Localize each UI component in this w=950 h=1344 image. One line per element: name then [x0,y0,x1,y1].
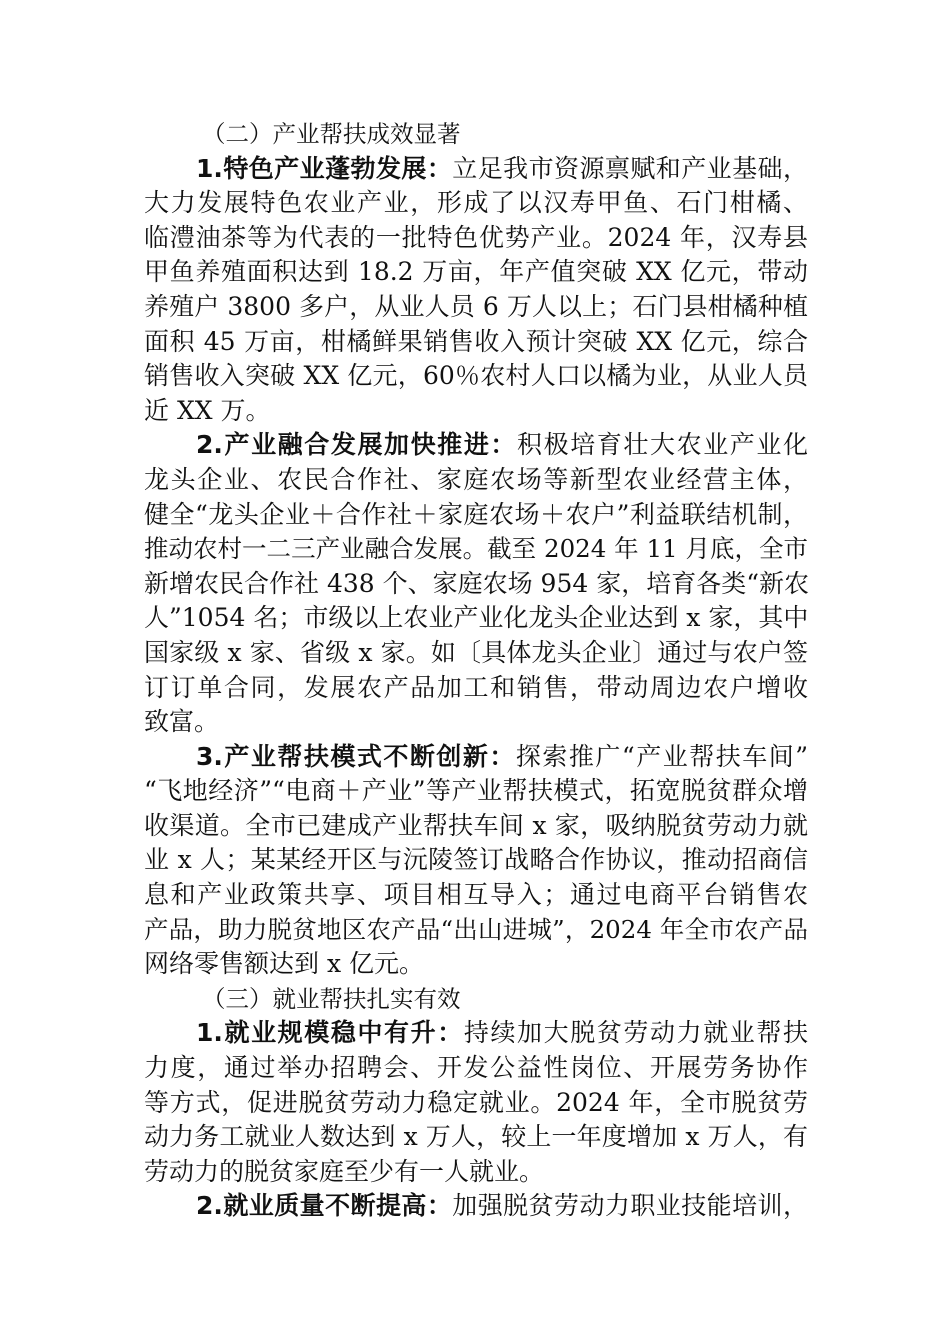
paragraph-text: 积极培育壮大农业产业化 [517,430,808,460]
paragraph-text: 致富。 [144,707,220,737]
paragraph-text: 推动农村一二三产业融合发展。截至 2024 年 11 月底，全市 [144,534,808,564]
paragraph-line [144,255,808,290]
paragraph-text: 甲鱼养殖面积达到 18.2 万亩，年产值突破 XX 亿元，带动 [144,257,808,287]
paragraph-text: 产品，助力脱贫地区农产品“出山进城”，2024 年全市农产品 [144,914,808,944]
paragraph-line [144,498,808,533]
paragraph-text: 人”1054 名；市级以上农业产业化龙头企业达到 x 家，其中 [144,603,809,633]
paragraph-text: 动力务工就业人数达到 x 万人，较上一年度增加 x 万人，有 [144,1122,808,1152]
paragraph-text: 销售收入突破 XX 亿元，60％农村人口以橘为业，从业人员 [144,361,808,391]
paragraph-text: 近 XX 万。 [144,395,271,425]
document-body [144,117,808,1224]
paragraph-line [144,186,808,221]
paragraph-line [144,152,808,187]
paragraph-line [144,394,808,429]
paragraph-text: 加强脱贫劳动力职业技能培训， [452,1191,808,1221]
item-heading: 1.特色产业蓬勃发展： [196,153,453,183]
paragraph-line [144,1051,808,1086]
paragraph-line [144,947,808,982]
paragraph-line [144,532,808,567]
item-heading: 1.就业规模稳中有升： [196,1018,464,1048]
paragraph-text: 等方式，促进脱贫劳动力稳定就业。2024 年，全市脱贫劳 [144,1087,808,1117]
section-heading-3 [144,982,808,1017]
item-heading: 2.就业质量不断提高： [196,1191,453,1221]
paragraph-text: 大力发展特色农业产业，形成了以汉寿甲鱼、石门柑橘、 [144,188,808,218]
paragraph-line [144,1189,808,1224]
paragraph-text: 业 x 人；某某经开区与沅陵签订战略合作协议，推动招商信 [144,845,808,875]
paragraph-text: 收渠道。全市已建成产业帮扶车间 x 家，吸纳脱贫劳动力就 [144,810,808,840]
paragraph-text: 网络零售额达到 x 亿元。 [144,949,424,979]
paragraph-line [144,636,808,671]
paragraph-text: 面积 45 万亩，柑橘鲜果销售收入预计突破 XX 亿元，综合 [144,326,808,356]
paragraph-line [144,671,808,706]
paragraph-text: 订订单合同，发展农产品加工和销售，带动周边农户增收 [144,672,808,702]
paragraph-line [144,428,808,463]
paragraph-text: 养殖户 3800 多户，从业人员 6 万人以上；石门县柑橘种植 [144,291,808,321]
paragraph-text: 探索推广“产业帮扶车间” [515,741,808,771]
paragraph-line [144,290,808,325]
paragraph-line [144,1086,808,1121]
paragraph-line [144,740,808,775]
paragraph-text: 龙头企业、农民合作社、家庭农场等新型农业经营主体， [144,464,808,494]
paragraph-line [144,774,808,809]
paragraph-text: 新增农民合作社 438 个、家庭农场 954 家，培育各类“新农 [144,568,810,598]
paragraph-text: “飞地经济”“电商＋产业”等产业帮扶模式，拓宽脱贫群众增 [144,776,808,806]
paragraph-text: 立足我市资源禀赋和产业基础， [452,153,808,183]
paragraph-text: 健全“龙头企业＋合作社＋家庭农场＋农户”利益联结机制， [144,499,808,529]
paragraph-line [144,809,808,844]
item-heading: 2.产业融合发展加快推进： [196,430,518,460]
paragraph-line [144,221,808,256]
paragraph-text: 国家级 x 家、省级 x 家。如〔具体龙头企业〕通过与农户签 [144,637,808,667]
paragraph-line [144,913,808,948]
section-heading-text: （二）产业帮扶成效显著 [202,120,461,148]
paragraph-text: 临澧油茶等为代表的一批特色优势产业。2024 年，汉寿县 [144,222,808,252]
item-heading: 3.产业帮扶模式不断创新： [196,741,516,771]
paragraph-text: 劳动力的脱贫家庭至少有一人就业。 [144,1156,545,1186]
paragraph-line [144,1016,808,1051]
paragraph-text: 力度，通过举办招聘会、开发公益性岗位、开展劳务协作 [144,1053,808,1083]
paragraph-line [144,601,808,636]
paragraph-line [144,843,808,878]
paragraph-text: 持续加大脱贫劳动力就业帮扶 [463,1018,808,1048]
paragraph-line [144,325,808,360]
paragraph-line [144,359,808,394]
paragraph-line [144,705,808,740]
section-heading-2 [144,117,808,152]
paragraph-line [144,1155,808,1190]
paragraph-line [144,567,808,602]
section-heading-text: （三）就业帮扶扎实有效 [202,984,461,1013]
paragraph-line [144,463,808,498]
paragraph-text: 息和产业政策共享、项目相互导入；通过电商平台销售农 [144,880,808,910]
paragraph-line [144,878,808,913]
paragraph-line [144,1120,808,1155]
